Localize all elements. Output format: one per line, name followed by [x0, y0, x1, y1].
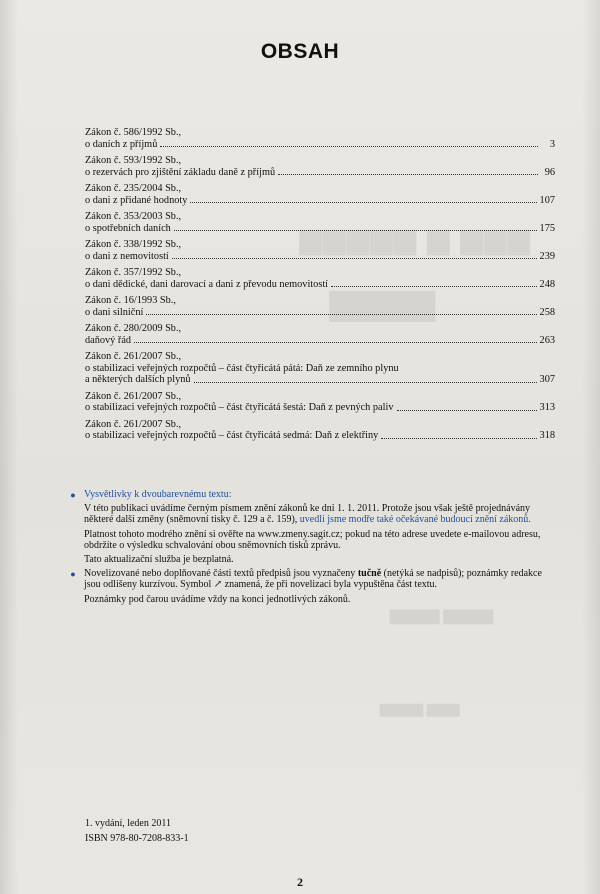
- toc-entry-text: o dani z přidané hodnoty: [85, 194, 188, 206]
- toc-dot-leader: [134, 341, 537, 343]
- toc-entry-text: o dani z nemovitostí: [85, 250, 169, 262]
- toc-dot-leader: [194, 381, 537, 383]
- toc-entry-title: [85, 323, 555, 335]
- toc-entry-text: Zákon č. 16/1993 Sb.,: [85, 295, 176, 306]
- toc-entry-subject: [85, 279, 555, 291]
- notes-text: (netýká se nadpisů); poznámky redakce jsou odlišeny kurzívou. Symbol: [84, 568, 542, 591]
- toc-entry-text: Zákon č. 357/1992 Sb.,: [85, 267, 182, 278]
- notes-text: Novelizované nebo doplňované části textů předpisů jsou vyznačeny: [84, 568, 358, 580]
- toc-entry-text: Zákon č. 261/2007 Sb.,: [85, 418, 182, 430]
- toc-entry: [85, 183, 555, 206]
- toc-entry-text: Zákon č. 338/1992 Sb.,: [85, 239, 182, 250]
- toc-entry: [85, 155, 555, 178]
- page-number: 2: [297, 875, 303, 889]
- toc-entry-text: o dani dědické, dani darovací a dani z převodu nemovitostí: [85, 278, 329, 290]
- toc-entry-text: o stabilizaci veřejných rozpočtů – část čtyřicátá sedmá: Daň z elektřiny: [85, 430, 379, 441]
- toc-entry-text: daňový řád: [85, 334, 132, 346]
- page-edge-shadow-right: [582, 0, 600, 894]
- toc-dot-leader: [146, 313, 536, 315]
- toc-entry-subject: [85, 374, 555, 386]
- toc-entry-text: Zákon č. 261/2007 Sb.,: [85, 390, 182, 402]
- toc-entry-title: [85, 239, 555, 251]
- page-title: OBSAH: [260, 40, 340, 63]
- toc-entry-text: Zákon č. 353/2003 Sb.,: [85, 211, 182, 222]
- notes-paragraph: [66, 568, 561, 590]
- toc-dot-leader: [381, 437, 536, 439]
- toc-entry-text: a některých dalších plynů: [85, 374, 191, 385]
- toc-entry-text: o stabilizaci veřejných rozpočtů – část čtyřicátá šestá: Daň z pevných paliv: [85, 402, 394, 413]
- notes-paragraph: Tato aktualizační služba je bezplatná.: [84, 554, 234, 566]
- toc-dot-leader: [397, 409, 537, 411]
- notes-paragraph: Poznámky pod čarou uvádíme vždy na konci jednotlivých zákonů.: [84, 593, 351, 605]
- notes-blue-text: uvedli jsme modře také očekávané budoucí znění zákonů.: [299, 514, 531, 526]
- toc-entry: [85, 267, 555, 290]
- toc-entry-text: Zákon č. 235/2004 Sb.,: [85, 183, 182, 194]
- toc-entry-text: o daních z příjmů: [85, 138, 158, 150]
- toc-entry-title: [85, 155, 555, 167]
- toc-entry-text: o rezervách pro zjištění základu daně z příjmů: [85, 166, 276, 178]
- toc-page-number: 318: [539, 430, 555, 441]
- toc-entry: [85, 211, 555, 234]
- bullet-icon: ●: [70, 569, 76, 580]
- edition-info: 1. vydání, leden 2011: [85, 818, 172, 829]
- notes-heading: Vysvětlivky k dvoubarevnému textu:: [84, 489, 232, 500]
- toc-entry-subject: [85, 251, 555, 263]
- toc-entry-text: Zákon č. 261/2007 Sb.,: [85, 351, 182, 362]
- toc-dot-leader: [174, 229, 537, 231]
- notes-text: znamená, že při novelizaci byla vypuštěna část textu.: [222, 579, 438, 591]
- bullet-icon: ●: [70, 490, 76, 500]
- notes-paragraph: [66, 503, 561, 525]
- toc-entry: [85, 419, 555, 442]
- show-through-decoration: ▆▆▆▆▆ ▆ ▆▆▆: [300, 223, 532, 254]
- toc-dot-leader: [331, 285, 537, 287]
- toc-dot-leader: [160, 145, 538, 147]
- toc-entry: [85, 391, 555, 414]
- toc-entry-subject: [85, 307, 555, 319]
- toc-entry-subject: [85, 430, 555, 442]
- show-through-decoration: ▆▆▆▆: [330, 283, 435, 321]
- toc-entry-title: [85, 127, 555, 139]
- toc-entry: [85, 323, 555, 346]
- show-through-decoration: ▆▆▆▆ ▆▆▆▆: [390, 607, 493, 624]
- notes-text: V této publikaci uvádíme černým písmem znění zákonů ke dni 1. 1. 2011. Protože jsou však ještě projednávány některé další změny (sněmovní tisky č. 129 a č. 159),: [84, 503, 531, 526]
- toc-dot-leader: [172, 257, 537, 259]
- page-edge-shadow-left: [0, 0, 18, 894]
- toc-entry-title: [85, 363, 555, 375]
- toc-dot-leader: [190, 201, 536, 203]
- toc-entry-text: o spotřebních daních: [85, 222, 171, 234]
- toc-dot-leader: [278, 173, 538, 175]
- toc-entry-text: o stabilizaci veřejných rozpočtů – část čtyřicátá pátá: Daň ze zemního plynu: [85, 362, 399, 374]
- table-of-contents: [85, 127, 555, 447]
- toc-page-number: 307: [539, 374, 555, 385]
- toc-page-number: 175: [539, 222, 555, 234]
- toc-entry-text: Zákon č. 280/2009 Sb.,: [85, 323, 182, 334]
- toc-page-number: 258: [539, 306, 555, 318]
- toc-entry-subject: [85, 402, 555, 414]
- toc-entry-text: Zákon č. 586/1992 Sb.,: [85, 127, 182, 138]
- omission-arrow-icon: ↗: [213, 579, 223, 591]
- toc-entry-title: [85, 267, 555, 279]
- toc-entry-title: [85, 351, 555, 363]
- toc-page-number: 248: [539, 278, 555, 290]
- notes-paragraph: Platnost tohoto modrého znění si ověřte na www.zmeny.sagit.cz; pokud na této adrese uvedete e-mailovou adresu, obdržíte o výsledku schvalování obou sněmovních tisků zprávu.: [84, 528, 541, 551]
- toc-entry-subject: [85, 139, 555, 151]
- toc-entry: [85, 127, 555, 150]
- toc-entry-text: o dani silniční: [85, 306, 144, 318]
- isbn: ISBN 978-80-7208-833-1: [85, 833, 189, 844]
- toc-entry-text: Zákon č. 593/1992 Sb.,: [85, 155, 182, 166]
- toc-page-number: 107: [539, 194, 555, 206]
- toc-page-number: 263: [539, 334, 555, 346]
- toc-entry-title: [85, 419, 555, 431]
- show-through-decoration: ▆▆▆▆ ▆▆▆: [380, 700, 460, 716]
- notes-bold-text: tučně: [357, 568, 382, 580]
- toc-entry-title: [85, 183, 555, 195]
- toc-page-number: 3: [549, 138, 555, 150]
- toc-entry: [85, 351, 555, 386]
- imprint: [85, 816, 189, 846]
- toc-page-number: 239: [539, 250, 555, 262]
- toc-entry-subject: [85, 335, 555, 347]
- toc-entry-subject: [85, 223, 555, 235]
- toc-entry: [85, 239, 555, 262]
- toc-page-number: 313: [539, 402, 555, 413]
- explanatory-notes: [66, 489, 561, 608]
- toc-entry: [85, 295, 555, 318]
- toc-page-number: 96: [544, 166, 555, 178]
- toc-entry-title: [85, 391, 555, 403]
- toc-entry-title: [85, 211, 555, 223]
- toc-entry-title: [85, 295, 555, 307]
- toc-entry-subject: [85, 195, 555, 207]
- toc-entry-subject: [85, 167, 555, 179]
